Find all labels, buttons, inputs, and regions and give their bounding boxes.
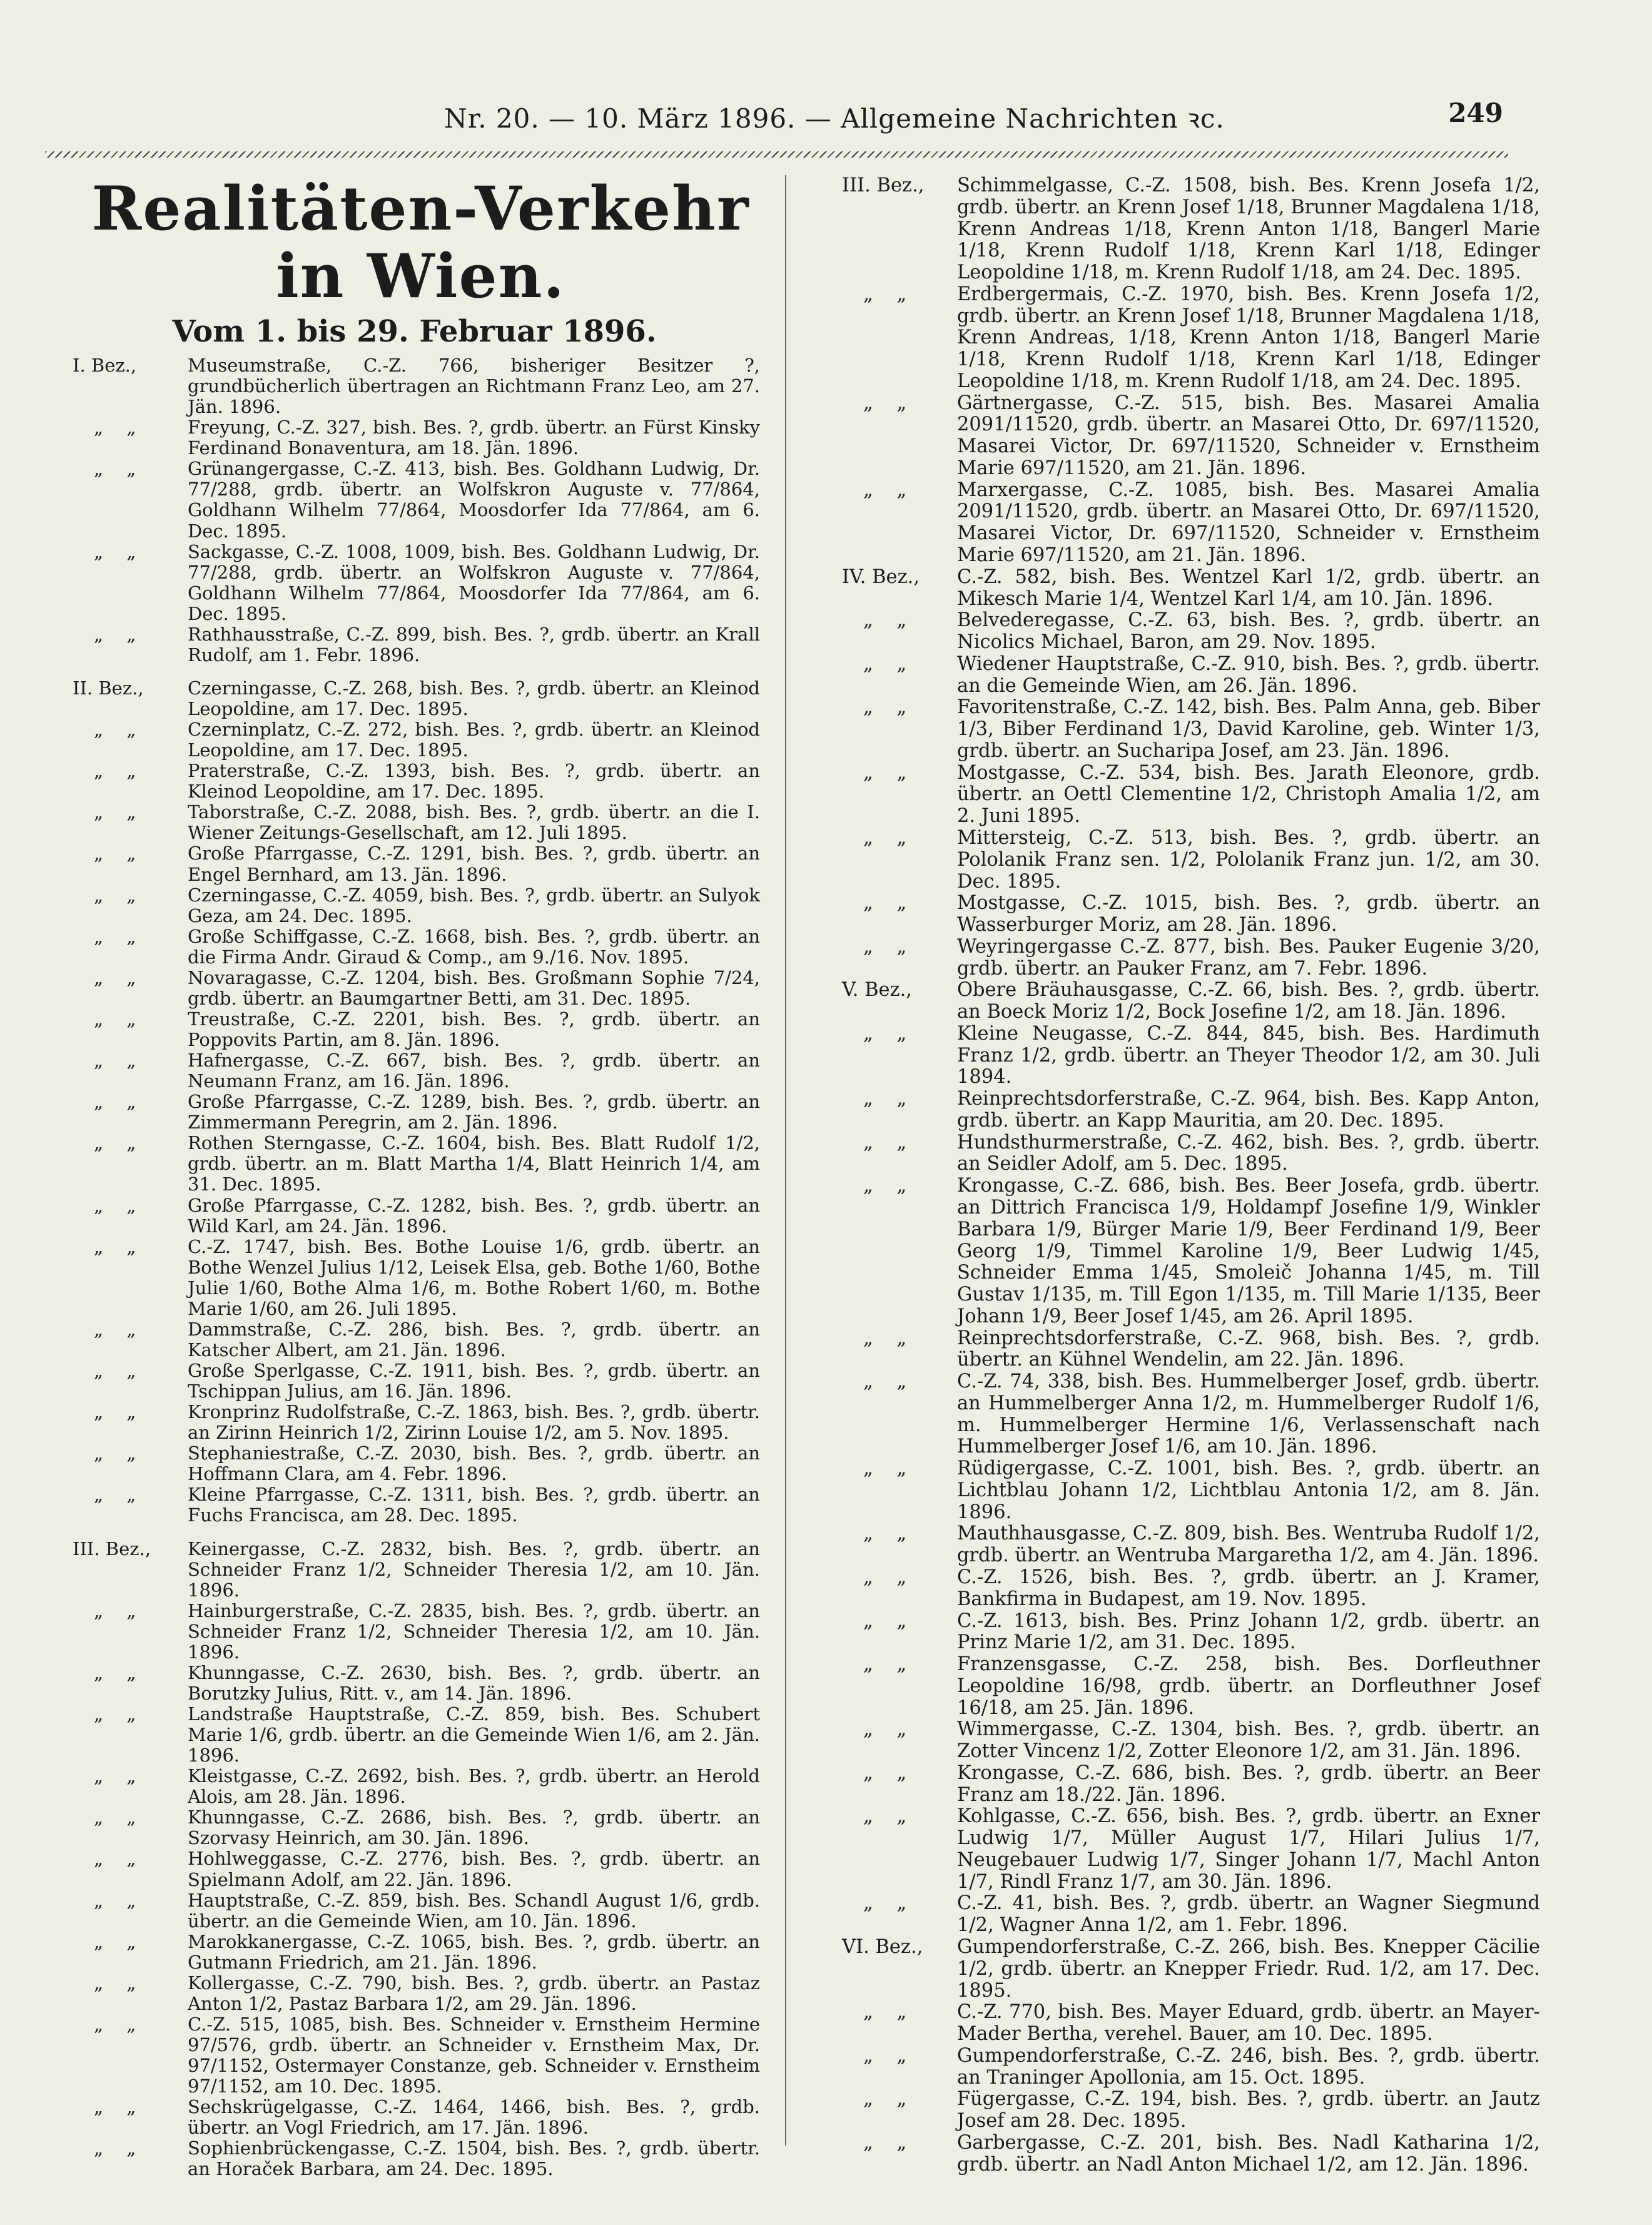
registry-entry	[69, 1009, 760, 1050]
entry-text: Keinergasse, C.-Z. 2832, bish. Bes. ?, grdb. übertr. an Schneider Franz 1/2, Schneider Theresia 1/2, am 10. Jän. 1896.	[188, 1538, 760, 1601]
entry-text: Kleine Pfarrgasse, C.-Z. 1311, bish. Bes. ?, grdb. übertr. an Fuchs Francisca, am 28. Dec. 1895.	[188, 1484, 760, 1526]
entry-text: Czerninplatz, C.-Z. 272, bish. Bes. ?, grdb. übertr. an Kleinod Leopoldine, am 17. Dec. 1895.	[188, 719, 760, 761]
entry-text: Rüdigergasse, C.-Z. 1001, bish. Bes. ?, grdb. übertr. an Lichtblau Johann 1/2, Lichtblau Antonia 1/2, am 8. Jän. 1896.	[957, 1457, 1540, 1523]
district-prefix: „ „	[863, 1805, 916, 1828]
district-prefix: „ „	[94, 884, 145, 906]
registry-entry	[838, 1371, 1540, 1458]
district-prefix: „ „	[863, 1175, 916, 1197]
district-prefix: „ „	[94, 1848, 145, 1870]
entry-text: Sackgasse, C.-Z. 1008, 1009, bish. Bes. Goldhann Ludwig, Dr. 77/288, grdb. übertr. an Wolfskron Auguste v. 77/864, Goldhann Wilhelm 77/864, Moosdorfer Ida 77/864, am 6. Dec. 1895.	[188, 540, 760, 624]
registry-entry	[69, 1195, 760, 1237]
district-prefix: „ „	[94, 1703, 145, 1725]
entry-text: C.-Z. 1747, bish. Bes. Bothe Louise 1/6, grdb. übertr. an Bothe Wenzel Julius 1/12, Leisek Elsa, geb. Bothe 1/60, Bothe Julie 1/60, Bothe Alma 1/6, m. Bothe Robert 1/60, m. Bothe Marie 1/60, am 26. Juli 1895.	[188, 1235, 760, 1319]
entry-text: Hundsthurmerstraße, C.-Z. 462, bish. Bes. ?, grdb. übertr. an Seidler Adolf, am 5. Dec. 1895.	[957, 1131, 1540, 1175]
district-prefix: „ „	[94, 2096, 145, 2118]
registry-entry	[838, 936, 1540, 980]
entry-text: Krongasse, C.-Z. 686, bish. Bes. Beer Josefa, grdb. übertr. an Dittrich Francisca 1/9, Holdampf Josefine 1/9, Winkler Barbara 1/9, Bürger Marie 1/9, Beer Ferdinand 1/9, Beer Georg 1/9, Timmel Karoline 1/9, Beer Ludwig 1/45, Schneider Emma 1/45, Smoleič Johanna 1/45, m. Till Gustav 1/135, m. Till Egon 1/135, m. Till Marie 1/135, Beer Johann 1/9, Beer Josef 1/45, am 26. April 1895.	[957, 1175, 1540, 1327]
registry-entry	[69, 1704, 760, 1766]
registry-entry	[838, 980, 1540, 1023]
entry-text: Wimmergasse, C.-Z. 1304, bish. Bes. ?, grdb. übertr. an Zotter Vincenz 1/2, Zotter Eleonore 1/2, am 31. Jän. 1896.	[957, 1718, 1540, 1763]
entry-text: Erdbergermais, C.-Z. 1970, bish. Bes. Krenn Josefa 1/2, grdb. übertr. an Krenn Josef 1/18, Brunner Magdalena 1/18, Krenn Andreas, 1/18, Krenn Anton 1/18, Bangerl Marie 1/18, Krenn Rudolf 1/18, Krenn Karl 1/18, Edinger Leopoldine 1/18, m. Krenn Rudolf 1/18, am 24. Dec. 1895.	[957, 283, 1540, 392]
registry-entry	[69, 542, 760, 624]
district-prefix: „ „	[863, 479, 916, 501]
district-prefix: „ „	[94, 417, 145, 438]
district-prefix: „ „	[863, 1761, 916, 1784]
district-prefix: „ „	[94, 540, 145, 562]
entry-text: Reinprechtsdorferstraße, C.-Z. 964, bish. Bes. Kapp Anton, grdb. übertr. an Kapp Mauritia, am 20. Dec. 1895.	[957, 1088, 1540, 1132]
district-prefix: „ „	[94, 1318, 145, 1340]
registry-entry	[69, 459, 760, 541]
article-title: Realitäten-Verkehr in Wien.	[91, 173, 750, 312]
district-prefix: „ „	[863, 1566, 916, 1588]
registry-entry	[838, 2089, 1540, 2132]
header-rule	[45, 151, 1508, 158]
district-prefix: „ „	[863, 1457, 916, 1480]
entry-text: Rathhausstraße, C.-Z. 899, bish. Bes. ?, grdb. übertr. an Krall Rudolf, am 1. Febr. 1896.	[188, 623, 760, 666]
registry-entry	[838, 1893, 1540, 1937]
district-prefix: „ „	[863, 935, 916, 958]
district-prefix: „ „	[94, 623, 145, 645]
district-prefix: „ „	[863, 892, 916, 915]
registry-entry	[838, 1132, 1540, 1176]
entry-text: Mostgasse, C.-Z. 1015, bish. Bes. ?, grdb. übertr. an Wasserburger Moriz, am 28. Jän. 1896.	[957, 892, 1540, 936]
district-prefix: „ „	[863, 761, 916, 784]
registry-entry	[838, 480, 1540, 567]
registry-entry	[69, 1443, 760, 1484]
entry-text: Obere Bräuhausgasse, C.-Z. 66, bish. Bes. ?, grdb. übertr. an Boeck Moriz 1/2, Bock Josefine 1/2, am 18. Jän. 1896.	[957, 979, 1540, 1023]
district-prefix: „ „	[94, 1765, 145, 1787]
registry-entry	[69, 1402, 760, 1443]
entry-text: C.-Z. 770, bish. Bes. Mayer Eduard, grdb. übertr. an Mayer-Mader Bertha, verehel. Bauer, am 10. Dec. 1895.	[957, 2001, 1540, 2045]
entry-text: Kleistgasse, C.-Z. 2692, bish. Bes. ?, grdb. übertr. an Herold Alois, am 28. Jän. 1896.	[188, 1765, 760, 1808]
registry-entry	[69, 678, 760, 719]
district-prefix: „ „	[94, 1484, 145, 1506]
entry-text: Schimmelgasse, C.-Z. 1508, bish. Bes. Krenn Josefa 1/2, grdb. übertr. an Krenn Josef 1/18, Brunner Magdalena 1/18, Krenn Andreas 1/18, Krenn Anton 1/18, Bangerl Marie 1/18, Krenn Rudolf 1/18, Krenn Karl 1/18, Edinger Leopoldine 1/18, m. Krenn Rudolf 1/18, am 24. Dec. 1895.	[957, 175, 1540, 284]
registry-entry	[838, 2045, 1540, 2089]
registry-entry	[69, 1050, 760, 1092]
entry-text: Taborstraße, C.-Z. 2088, bish. Bes. ?, grdb. übertr. an die I. Wiener Zeitungs-Gesellschaft, am 12. Juli 1895.	[188, 801, 760, 844]
entry-text: Weyringergasse C.-Z. 877, bish. Bes. Pauker Eugenie 3/20, grdb. übertr. an Pauker Franz, am 7. Febr. 1896.	[957, 935, 1540, 980]
entry-text: Gumpendorferstraße, C.-Z. 246, bish. Bes. ?, grdb. übertr. an Traninger Apollonia, am 15. Oct. 1895.	[957, 2044, 1540, 2089]
registry-entry	[69, 2097, 760, 2138]
registry-entry	[69, 355, 760, 417]
registry-entry	[69, 885, 760, 926]
registry-entry	[838, 1763, 1540, 1807]
entry-text: Museumstraße, C.-Z. 766, bisheriger Besitzer ?, grundbücherlich übertragen an Richtmann Franz Leo, am 27. Jän. 1896.	[188, 355, 760, 418]
entry-text: Hohlweggasse, C.-Z. 2776, bish. Bes. ?, grdb. übertr. an Spielmann Adolf, am 22. Jän. 1896.	[188, 1848, 760, 1890]
district-prefix: III. Bez.,	[842, 175, 925, 196]
registry-entry	[69, 1890, 760, 1932]
registry-entry	[838, 1806, 1540, 1893]
district-prefix: „ „	[94, 1008, 145, 1030]
entry-text: C.-Z. 74, 338, bish. Bes. Hummelberger Josef, grdb. übertr. an Hummelberger Anna 1/2, m. Hummelberger Rudolf 1/6, m. Hummelberger Hermine 1/6, Verlassenschaft nach Hummelberger Josef 1/6, am 10. Jän. 1896.	[957, 1371, 1540, 1458]
registry-entry	[69, 802, 760, 843]
registry-entry	[69, 843, 760, 884]
right-entries	[838, 175, 1540, 2176]
district-prefix: „ „	[863, 2044, 916, 2067]
entry-text: Khunngasse, C.-Z. 2630, bish. Bes. ?, grdb. übertr. an Borutzky Julius, Ritt. v., am 14. Jän. 1896.	[188, 1661, 760, 1704]
entry-text: Große Sperlgasse, C.-Z. 1911, bish. Bes. ?, grdb. übertr. an Tschippan Julius, am 16. Jän. 1896.	[188, 1360, 760, 1402]
registry-entry	[838, 1328, 1540, 1372]
district-prefix: „ „	[94, 1132, 145, 1154]
district-prefix: „ „	[94, 2013, 145, 2035]
entry-text: Kronprinz Rudolfstraße, C.-Z. 1863, bish. Bes. ?, grdb. übertr. an Zirinn Heinrich 1/2, Zirinn Louise 1/2, am 5. Nov. 1895.	[188, 1401, 760, 1444]
registry-entry	[838, 1937, 1540, 2002]
registry-entry	[69, 1092, 760, 1133]
district-prefix: „ „	[94, 1661, 145, 1683]
district-prefix: „ „	[863, 826, 916, 849]
registry-entry	[69, 719, 760, 761]
registry-entry	[838, 567, 1540, 611]
registry-entry	[838, 1023, 1540, 1088]
registry-entry	[69, 1361, 760, 1402]
registry-entry	[69, 2014, 760, 2097]
district-prefix: „ „	[94, 1599, 145, 1621]
entry-text: Mittersteig, C.-Z. 513, bish. Bes. ?, grdb. übertr. an Pololanik Franz sen. 1/2, Pololanik Franz jun. 1/2, am 30. Dec. 1895.	[957, 826, 1540, 893]
registry-entry	[838, 1458, 1540, 1523]
entry-text: Khunngasse, C.-Z. 2686, bish. Bes. ?, grdb. übertr. an Szorvasy Heinrich, am 30. Jän. 1896.	[188, 1807, 760, 1849]
registry-entry	[838, 2002, 1540, 2045]
registry-entry	[838, 697, 1540, 762]
entry-text: C.-Z. 1526, bish. Bes. ?, grdb. übertr. an J. Kramer, Bankfirma in Budapest, am 19. Nov. 1895.	[957, 1566, 1540, 1610]
registry-entry	[838, 393, 1540, 480]
entry-text: Mostgasse, C.-Z. 534, bish. Bes. Jarath Eleonore, grdb. übertr. an Oettl Clementine 1/2, Christoph Amalia 1/2, am 2. Juni 1895.	[957, 761, 1540, 828]
district-prefix: „ „	[863, 1131, 916, 1153]
district-prefix: „ „	[863, 1088, 916, 1110]
entry-text: Mauthhausgasse, C.-Z. 809, bish. Bes. Wentruba Rudolf 1/2, grdb. übertr. an Wentruba Margaretha 1/2, am 4. Jän. 1896.	[957, 1523, 1540, 1567]
district-prefix: „ „	[94, 760, 145, 782]
entry-text: Franzensgasse, C.-Z. 258, bish. Bes. Dorfleuthner Leopoldine 16/98, grdb. übertr. an Dorfleuthner Josef 16/18, am 25. Jän. 1896.	[957, 1653, 1540, 1719]
entry-text: Große Pfarrgasse, C.-Z. 1289, bish. Bes. ?, grdb. übertr. an Zimmermann Peregrin, am 2. Jän. 1896.	[188, 1091, 760, 1133]
registry-entry	[838, 1523, 1540, 1567]
registry-entry	[838, 1611, 1540, 1655]
registry-entry	[69, 1484, 760, 1526]
article-subtitle: Vom 1. bis 29. Februar 1896.	[172, 314, 657, 349]
left-column	[69, 175, 760, 2179]
entry-text: Sophienbrückengasse, C.-Z. 1504, bish. Bes. ?, grdb. übertr. an Horaček Barbara, am 24. Dec. 1895.	[188, 2137, 760, 2180]
entry-text: Marokkanergasse, C.-Z. 1065, bish. Bes. ?, grdb. übertr. an Gutmann Friedrich, am 21. Jän. 1896.	[188, 1930, 760, 1973]
entry-text: Kohlgasse, C.-Z. 656, bish. Bes. ?, grdb. übertr. an Exner Ludwig 1/7, Müller August 1/7, Hilari Julius 1/7, Neugebauer Ludwig 1/7, Singer Johann 1/7, Machl Anton 1/7, Rindl Franz 1/7, am 30. Jän. 1896.	[957, 1805, 1540, 1893]
district-prefix: „ „	[863, 1718, 916, 1741]
registry-entry	[838, 828, 1540, 893]
entry-text: Dammstraße, C.-Z. 286, bish. Bes. ?, grdb. übertr. an Katscher Albert, am 21. Jän. 1896.	[188, 1318, 760, 1361]
entry-text: Sechskrügelgasse, C.-Z. 1464, 1466, bish. Bes. ?, grdb. übertr. an Vogl Friedrich, am 17. Jän. 1896.	[188, 2096, 760, 2139]
district-prefix: „ „	[94, 1091, 145, 1113]
district-prefix: „ „	[863, 696, 916, 719]
entry-text: Stephaniestraße, C.-Z. 2030, bish. Bes. ?, grdb. übertr. an Hoffmann Clara, am 4. Febr. 1896.	[188, 1442, 760, 1485]
district-prefix: „ „	[863, 1892, 916, 1915]
entry-text: C.-Z. 41, bish. Bes. ?, grdb. übertr. an Wagner Siegmund 1/2, Wagner Anna 1/2, am 1. Febr. 1896.	[957, 1892, 1540, 1937]
district-prefix: „ „	[94, 1050, 145, 1072]
district-prefix: „ „	[94, 1235, 145, 1257]
registry-entry	[69, 1766, 760, 1807]
page-number: 249	[1448, 98, 1503, 128]
district-prefix: III. Bez.,	[73, 1538, 151, 1559]
registry-entry	[838, 1567, 1540, 1611]
registry-entry	[69, 1932, 760, 1973]
district-prefix: „ „	[94, 1930, 145, 1952]
district-prefix: „ „	[863, 2131, 916, 2154]
registry-entry	[69, 417, 760, 459]
district-prefix: „ „	[94, 801, 145, 823]
district-prefix: „ „	[94, 1360, 145, 1381]
registry-entry	[69, 1237, 760, 1319]
entry-text: Praterstraße, C.-Z. 1393, bish. Bes. ?, grdb. übertr. an Kleinod Leopoldine, am 17. Dec. 1895.	[188, 760, 760, 803]
entry-text: Treustraße, C.-Z. 2201, bish. Bes. ?, grdb. übertr. an Poppovits Partin, am 8. Jän. 1896.	[188, 1008, 760, 1050]
registry-entry	[69, 1973, 760, 2014]
registry-entry	[69, 1133, 760, 1195]
district-prefix: „ „	[863, 1523, 916, 1545]
entry-text: Favoritenstraße, C.-Z. 142, bish. Bes. Palm Anna, geb. Biber 1/3, Biber Ferdinand 1/3, David Karoline, geb. Winter 1/3, grdb. übertr. an Sucharipa Josef, am 23. Jän. 1896.	[957, 696, 1540, 762]
registry-entry	[69, 1539, 760, 1601]
entry-text: Grünangergasse, C.-Z. 413, bish. Bes. Goldhann Ludwig, Dr. 77/288, grdb. übertr. an Wolfskron Auguste v. 77/864, Goldhann Wilhelm 77/864, Moosdorfer Ida 77/864, am 6. Dec. 1895.	[188, 458, 760, 542]
entry-text: Große Pfarrgasse, C.-Z. 1291, bish. Bes. ?, grdb. übertr. an Engel Bernhard, am 13. Jän. 1896.	[188, 843, 760, 885]
district-prefix: V. Bez.,	[842, 979, 913, 1001]
district-prefix: „ „	[863, 1609, 916, 1632]
district-prefix: „ „	[94, 1807, 145, 1828]
left-entries	[69, 355, 760, 2179]
district-prefix: „ „	[863, 1022, 916, 1045]
entry-text: Czerningasse, C.-Z. 268, bish. Bes. ?, grdb. übertr. an Kleinod Leopoldine, am 17. Dec. 1895.	[188, 677, 760, 719]
entry-text: Wiedener Hauptstraße, C.-Z. 910, bish. Bes. ?, grdb. übertr. an die Gemeinde Wien, am 26. Jän. 1896.	[957, 652, 1540, 697]
running-title: Nr. 20. — 10. März 1896. — Allgemeine Nachrichten ꝛc.	[444, 103, 1225, 134]
entry-text: Kollergasse, C.-Z. 790, bish. Bes. ?, grdb. übertr. an Pastaz Anton 1/2, Pastaz Barbara 1/2, am 29. Jän. 1896.	[188, 1972, 760, 2014]
district-prefix: „ „	[863, 2001, 916, 2024]
registry-entry	[69, 761, 760, 802]
column-divider	[785, 175, 786, 2146]
district-prefix: „ „	[863, 1653, 916, 1676]
registry-entry	[838, 654, 1540, 697]
district-prefix: „ „	[94, 1972, 145, 1994]
entry-text: Krongasse, C.-Z. 686, bish. Bes. ?, grdb. übertr. an Beer Franz am 18./22. Jän. 1896.	[957, 1761, 1540, 1806]
registry-entry	[69, 1848, 760, 1890]
district-prefix: IV. Bez.,	[842, 565, 920, 588]
registry-entry	[838, 763, 1540, 828]
registry-entry	[69, 1663, 760, 1704]
district-prefix: „ „	[863, 652, 916, 675]
entry-text: Landstraße Hauptstraße, C.-Z. 859, bish. Bes. Schubert Marie 1/6, grdb. übertr. an die Gemeinde Wien 1/6, am 2. Jän. 1896.	[188, 1703, 760, 1766]
district-prefix: „ „	[94, 1194, 145, 1216]
district-prefix: „ „	[863, 2088, 916, 2111]
registry-entry	[69, 968, 760, 1009]
entry-text: Hafnergasse, C.-Z. 667, bish. Bes. ?, grdb. übertr. an Neumann Franz, am 16. Jän. 1896.	[188, 1050, 760, 1092]
entry-text: C.-Z. 1613, bish. Bes. Prinz Johann 1/2, grdb. übertr. an Prinz Marie 1/2, am 31. Dec. 1895.	[957, 1609, 1540, 1654]
district-prefix: „ „	[94, 2137, 145, 2159]
entry-text: Gärtnergasse, C.-Z. 515, bish. Bes. Masarei Amalia 2091/11520, grdb. übertr. an Masarei Otto, Dr. 697/11520, Masarei Victor, Dr. 697/11520, Schneider v. Ernstheim Marie 697/11520, am 21. Jän. 1896.	[957, 392, 1540, 479]
registry-entry	[69, 1807, 760, 1848]
entry-text: Czerningasse, C.-Z. 4059, bish. Bes. ?, grdb. übertr. an Sulyok Geza, am 24. Dec. 1895.	[188, 884, 760, 926]
district-prefix: „ „	[94, 843, 145, 864]
district-prefix: „ „	[94, 1401, 145, 1423]
entry-text: Große Schiffgasse, C.-Z. 1668, bish. Bes. ?, grdb. übertr. an die Firma Andr. Giraud & Comp., am 9./16. Nov. 1895.	[188, 925, 760, 968]
registry-entry	[838, 175, 1540, 284]
entry-text: Belvederegasse, C.-Z. 63, bish. Bes. ?, grdb. übertr. an Nicolics Michael, Baron, am 29. Nov. 1895.	[957, 609, 1540, 654]
district-prefix: „ „	[94, 719, 145, 741]
entry-text: Große Pfarrgasse, C.-Z. 1282, bish. Bes. ?, grdb. übertr. an Wild Karl, am 24. Jän. 1896.	[188, 1194, 760, 1237]
registry-entry	[838, 1088, 1540, 1132]
entry-text: Kleine Neugasse, C.-Z. 844, 845, bish. Bes. Hardimuth Franz 1/2, grdb. übertr. an Theyer Theodor 1/2, am 30. Juli 1894.	[957, 1022, 1540, 1088]
registry-entry	[838, 1654, 1540, 1719]
district-prefix: II. Bez.,	[73, 677, 144, 699]
registry-entry	[69, 2138, 760, 2179]
district-prefix: I. Bez.,	[73, 355, 137, 376]
district-prefix: „ „	[863, 1371, 916, 1393]
registry-entry	[838, 610, 1540, 654]
registry-entry	[838, 1175, 1540, 1327]
registry-entry	[838, 284, 1540, 393]
district-prefix: „ „	[94, 925, 145, 947]
entry-text: Garbergasse, C.-Z. 201, bish. Bes. Nadl Katharina 1/2, grdb. übertr. an Nadl Anton Michael 1/2, am 12. Jän. 1896.	[957, 2131, 1540, 2176]
district-prefix: „ „	[94, 1889, 145, 1911]
entry-text: Hauptstraße, C.-Z. 859, bish. Bes. Schandl August 1/6, grdb. übertr. an die Gemeinde Wien, am 10. Jän. 1896.	[188, 1889, 760, 1932]
registry-entry	[69, 1601, 760, 1663]
district-prefix: „ „	[863, 392, 916, 414]
district-prefix: „ „	[94, 1442, 145, 1464]
entry-text: Freyung, C.-Z. 327, bish. Bes. ?, grdb. übertr. an Fürst Kinsky Ferdinand Bonaventura, am 18. Jän. 1896.	[188, 417, 760, 459]
page-header	[0, 94, 1652, 144]
district-prefix: „ „	[863, 609, 916, 632]
entry-text: Rothen Sterngasse, C.-Z. 1604, bish. Bes. Blatt Rudolf 1/2, grdb. übertr. an m. Blatt Martha 1/4, Blatt Heinrich 1/4, am 31. Dec. 1895.	[188, 1132, 760, 1195]
right-column	[838, 175, 1540, 2176]
registry-entry	[838, 2132, 1540, 2176]
registry-entry	[838, 1719, 1540, 1763]
district-prefix: „ „	[94, 458, 145, 480]
registry-entry	[69, 1319, 760, 1361]
district-prefix: „ „	[863, 283, 916, 305]
entry-text: Reinprechtsdorferstraße, C.-Z. 968, bish. Bes. ?, grdb. übertr. an Kühnel Wendelin, am 22. Jän. 1896.	[957, 1327, 1540, 1371]
registry-entry	[69, 624, 760, 666]
registry-entry	[69, 926, 760, 968]
section-gap	[69, 1526, 760, 1539]
entry-text: Fügergasse, C.-Z. 194, bish. Bes. ?, grdb. übertr. an Jautz Josef am 28. Dec. 1895.	[957, 2088, 1540, 2132]
entry-text: Marxergasse, C.-Z. 1085, bish. Bes. Masarei Amalia 2091/11520, grdb. übertr. an Masarei Otto, Dr. 697/11520, Masarei Victor, Dr. 697/11520, Schneider v. Ernstheim Marie 697/11520, am 21. Jän. 1896.	[957, 479, 1540, 567]
district-prefix: „ „	[94, 966, 145, 988]
entry-text: Novaragasse, C.-Z. 1204, bish. Bes. Großmann Sophie 7/24, grdb. übertr. an Baumgartner Betti, am 31. Dec. 1895.	[188, 966, 760, 1009]
entry-text: C.-Z. 515, 1085, bish. Bes. Schneider v. Ernstheim Hermine 97/576, grdb. übertr. an Schneider v. Ernstheim Max, Dr. 97/1152, Ostermayer Constanze, geb. Schneider v. Ernstheim 97/1152, am 10. Dec. 1895.	[188, 2013, 760, 2097]
entry-text: Gumpendorferstraße, C.-Z. 266, bish. Bes. Knepper Cäcilie 1/2, grdb. übertr. an Knepper Friedr. Rud. 1/2, am 17. Dec. 1895.	[957, 1936, 1540, 2002]
section-gap	[69, 666, 760, 678]
entry-text: C.-Z. 582, bish. Bes. Wentzel Karl 1/2, grdb. übertr. an Mikesch Marie 1/4, Wentzel Karl 1/4, am 10. Jän. 1896.	[957, 565, 1540, 610]
entry-text: Hainburgerstraße, C.-Z. 2835, bish. Bes. ?, grdb. übertr. an Schneider Franz 1/2, Schneider Theresia 1/2, am 10. Jän. 1896.	[188, 1599, 760, 1663]
district-prefix: VI. Bez.,	[842, 1936, 923, 1959]
district-prefix: „ „	[863, 1327, 916, 1349]
registry-entry	[838, 893, 1540, 936]
